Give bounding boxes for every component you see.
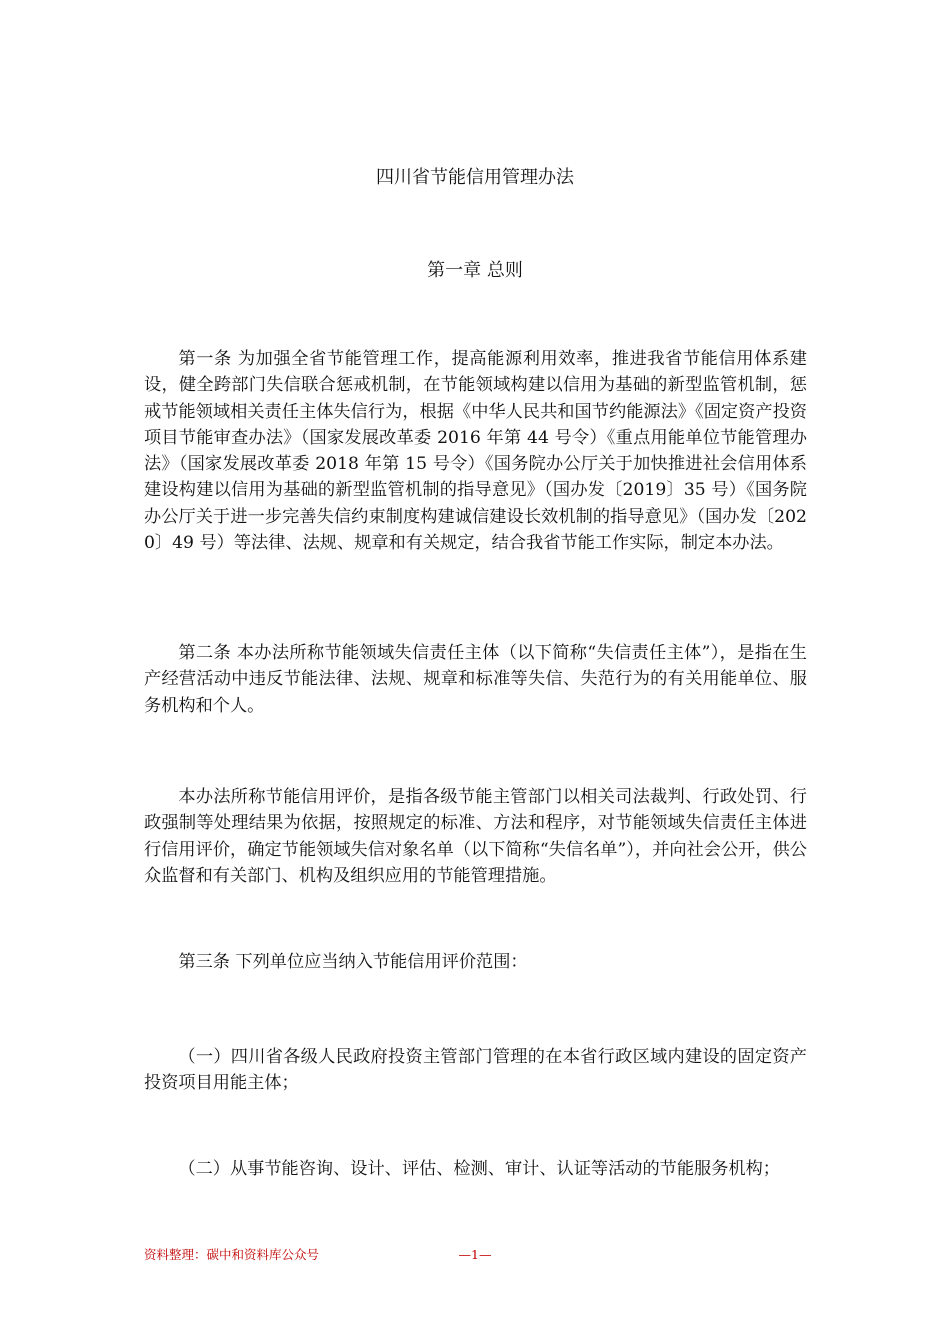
- list-item-1-paragraph: （一）四川省各级人民政府投资主管部门管理的在本省行政区域内建设的固定资产投资项目用能主体；: [144, 1047, 807, 1094]
- footer-source: 资料整理：碳中和资料库公众号: [144, 1247, 320, 1262]
- document-title: 四川省节能信用管理办法: [376, 167, 574, 188]
- chapter-heading: 第一章 总则: [427, 260, 523, 281]
- credit-evaluation-paragraph: 本办法所称节能信用评价，是指各级节能主管部门以相关司法裁判、行政处罚、行政强制等处理结果为依据，按照规定的标准、方法和程序，对节能领域失信责任主体进行信用评价，确定节能领域失信对象名单（以下简称“失信名单”），并向社会公开，供公众监督和有关部门、机构及组织应用的节能管理措施。: [144, 787, 807, 886]
- page-number: —1—: [458, 1247, 492, 1262]
- list-item-2-paragraph: （二）从事节能咨询、设计、评估、检测、审计、认证等活动的节能服务机构；: [178, 1159, 780, 1179]
- article-3-paragraph: 第三条 下列单位应当纳入节能信用评价范围：: [178, 952, 528, 972]
- article-1-paragraph: 第一条 为加强全省节能管理工作，提高能源利用效率，推进我省节能信用体系建设，健全跨部门失信联合惩戒机制，在节能领域构建以信用为基础的新型监管机制，惩戒节能领域相关责任主体失信行为，根据《中华人民共和国节约能源法》《固定资产投资项目节能审查办法》（国家发展改革委 2016 年第 44 号令）《重点用能单位节能管理办法》（国家发展改革委 2018 年第 15 号令）《国务院办公厅关于加快推进社会信用体系建设构建以信用为基础的新型监管机制的指导意见》（国办发〔2019〕35 号）《国务院办公厅关于进一步完善失信约束制度构建诚信建设长效机制的指导意见》（国办发〔2020〕49 号）等法律、法规、规章和有关规定，结合我省节能工作实际，制定本办法。: [144, 349, 807, 554]
- article-2-paragraph: 第二条 本办法所称节能领域失信责任主体（以下简称“失信责任主体”），是指在生产经营活动中违反节能法律、法规、规章和标准等失信、失范行为的有关用能单位、服务机构和个人。: [144, 643, 807, 716]
